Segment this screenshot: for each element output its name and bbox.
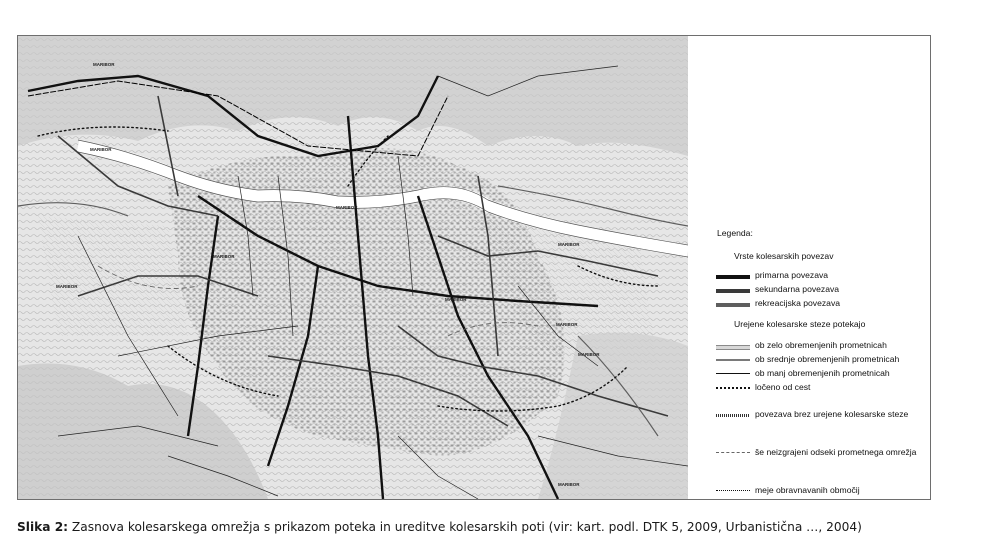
legend-symbol-recreation [716, 303, 750, 307]
legend-item-light-roads [714, 368, 928, 382]
place-label: MARIBOR [578, 352, 600, 357]
legend-label: ob srednje obremenjenih prometnicah [755, 354, 900, 364]
legend-title: Legenda: [717, 228, 753, 238]
place-label: MARIBOR [556, 322, 578, 327]
legend-label: ločeno od cest [755, 382, 811, 392]
legend-label: še neizgrajeni odseki prometnega omrežja [755, 447, 917, 457]
legend-item-boundaries [714, 485, 928, 499]
place-label: MARIBOR [93, 62, 115, 67]
cycling-network-map[interactable] [18, 36, 688, 499]
legend-label: ob zelo obremenjenih prometnicah [755, 340, 887, 350]
legend-symbol-fine-dotted-line [716, 490, 750, 491]
place-label: MARIBOR [445, 297, 467, 302]
legend-item-separated [714, 382, 928, 396]
legend-item-unbuilt [714, 447, 928, 471]
place-label: MARIBOR [56, 284, 78, 289]
caption-text: Zasnova kolesarskega omrežja s prikazom poteka in ureditve kolesarskih poti (vir: kart. podl. DTK 5, 2009, Urbanistična …, 2004) [68, 520, 862, 534]
place-label: MARIBOR [213, 254, 235, 259]
legend-symbol-dashed-line [716, 452, 750, 453]
legend-symbol-primary [716, 275, 750, 279]
figure-caption [17, 520, 862, 534]
legend-symbol-medium-line [716, 359, 750, 361]
legend-section-lane-placement: Urejene kolesarske steze potekajo [734, 319, 866, 329]
legend-label: ob manj obremenjenih prometnicah [755, 368, 890, 378]
legend-item-recreation [714, 298, 928, 312]
legend-item-no-lane [714, 409, 928, 433]
legend-symbol-secondary [716, 289, 750, 293]
place-label: MARIBOR [336, 205, 358, 210]
legend-symbol-double-line [716, 345, 750, 350]
legend-symbol-hatched-line [716, 414, 750, 417]
legend-item-very-busy-roads [714, 340, 928, 354]
legend-section-link-types: Vrste kolesarskih povezav [734, 251, 834, 261]
legend-symbol-dotted-line [716, 387, 750, 389]
legend-label: primarna povezava [755, 270, 829, 280]
legend-item-secondary [714, 284, 928, 298]
legend-symbol-thin-line [716, 373, 750, 374]
legend-label: povezava brez urejene kolesarske steze [755, 409, 909, 419]
place-label: MARIBOR [90, 147, 112, 152]
figure-frame [17, 35, 931, 500]
place-label: MARIBOR [558, 242, 580, 247]
place-label: MARIBOR [558, 482, 580, 487]
caption-prefix: Slika 2: [17, 520, 69, 534]
legend-item-primary [714, 270, 928, 284]
legend-item-medium-roads [714, 354, 928, 368]
legend-label: meje obravnavanih območij [755, 485, 860, 495]
legend-label: sekundarna povezava [755, 284, 840, 294]
legend-label: rekreacijska povezava [755, 298, 841, 308]
